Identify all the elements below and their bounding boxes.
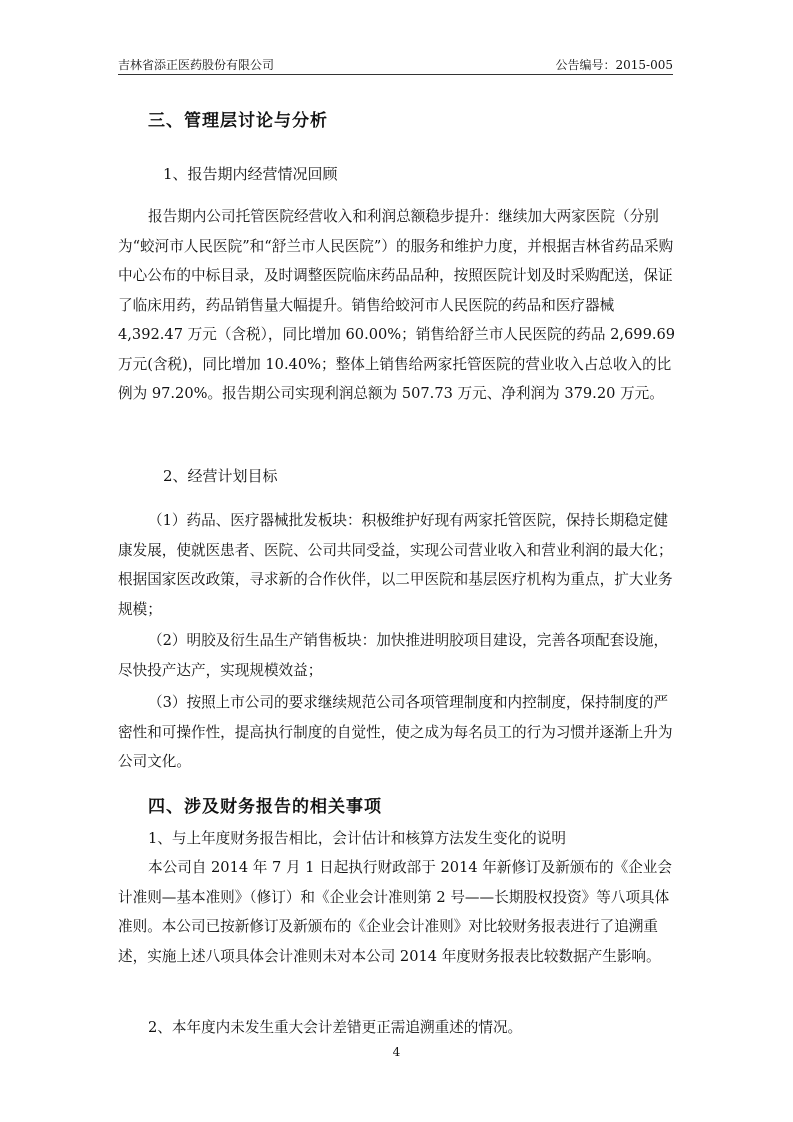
paragraph-plan-2: （2）明胶及衍生品生产销售板块：加快推进明胶项目建设，完善各项配套设施，尽快投产达产，实现规模效益； <box>118 632 669 679</box>
subsection-heading-4-2: 2、本年度内未发生重大会计差错更正需追溯重述的情况。 <box>148 1019 523 1036</box>
page-header <box>118 56 673 75</box>
subsection-heading-3-1: 1、报告期内经营情况回顾 <box>163 165 338 183</box>
section-title-3: 三、管理层讨论与分析 <box>148 111 328 131</box>
company-name: 吉林省添正医药股份有限公司 <box>118 58 275 72</box>
notice-number: 公告编号：2015-005 <box>555 58 673 72</box>
page-number: 4 <box>392 1045 401 1059</box>
subsection-heading-4-1: 1、与上年度财务报告相比，会计估计和核算方法发生变化的说明 <box>148 830 566 847</box>
paragraph-operations-review: 报告期内公司托管医院经营收入和利润总额稳步提升：继续加大两家医院（分别为“蛟河市人民医院”和“舒兰市人民医院”）的服务和维护力度，并根据吉林省药品采购中心公布的中标目录，及时调整医院临床药品品种，按照医院计划及时采购配送，保证了临床用药，药品销售量大幅提升。销售给蛟河市人民医院的药品和医疗器械 4,392.47 万元（含税），同比增加 60.00%；销售给舒兰市人民医院的药品 2,699.69 万元(含税)，同比增加 10.40%；整体上销售给两家托管医院的营业收入占总收入的比例为 97.20%。报告期公司实现利润总额为 507.73 万元、净利润为 379.20 万元。 <box>118 208 676 402</box>
paragraph-plan-1: （1）药品、医疗器械批发板块：积极维护好现有两家托管医院，保持长期稳定健康发展，使就医患者、医院、公司共同受益，实现公司营业收入和营业利润的最大化；根据国家医改政策，寻求新的合作伙伴，以二甲医院和基层医疗机构为重点，扩大业务规模； <box>118 512 673 618</box>
section-title-4: 四、涉及财务报告的相关事项 <box>148 797 382 817</box>
paragraph-plan-3: （3）按照上市公司的要求继续规范公司各项管理制度和内控制度，保持制度的严密性和可操作性，提高执行制度的自觉性，使之成为每名员工的行为习惯并逐渐上升为公司文化。 <box>118 694 673 770</box>
paragraph-accounting-change: 本公司自 2014 年 7 月 1 日起执行财政部于 2014 年新修订及新颁布的《企业会计准则—基本准则》（修订）和《企业会计准则第 2 号——长期股权投资》等八项具体准则。本公司已按新修订及新颁布的《企业会计准则》对比较财务报表进行了追溯重述，实施上述八项具体会计准则未对本公司 2014 年度财务报表比较数据产生影响。 <box>118 859 672 965</box>
subsection-heading-3-2: 2、经营计划目标 <box>163 467 278 485</box>
